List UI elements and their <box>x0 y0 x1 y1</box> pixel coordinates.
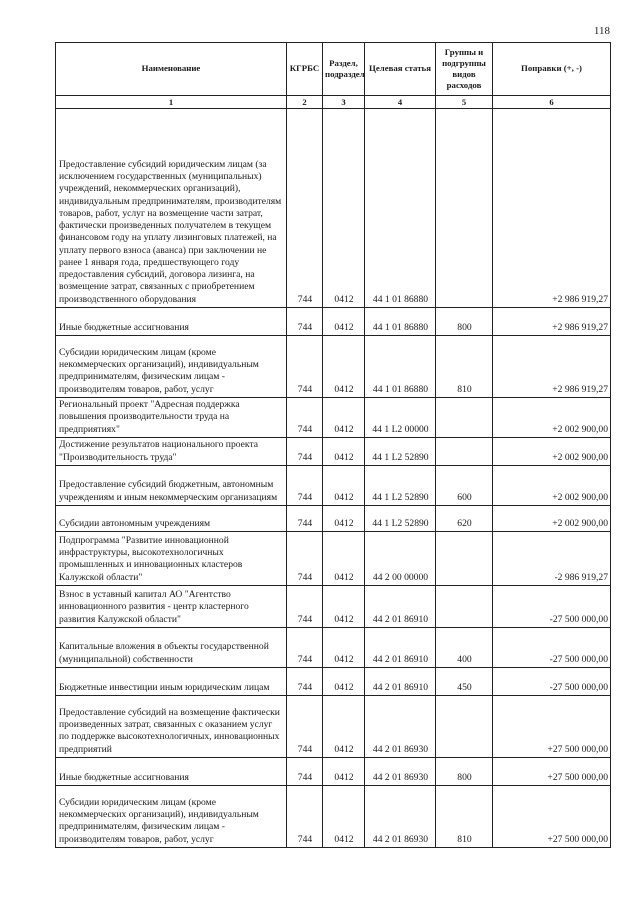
header-target: Целевая статья <box>365 43 436 96</box>
row-amount: -27 500 000,00 <box>493 628 611 668</box>
row-name: Предоставление субсидий на возмещение фактически произведенных затрат, связанных с оказанием услуг по поддержке высокотехнологичных, инновационных предприятий <box>56 696 287 758</box>
row-kgrbs: 744 <box>287 532 323 586</box>
row-name: Достижение результатов национального проекта "Производительность труда" <box>56 438 287 466</box>
row-kgrbs: 744 <box>287 696 323 758</box>
row-group: 810 <box>436 786 493 848</box>
column-number: 5 <box>436 96 493 109</box>
row-amount: -27 500 000,00 <box>493 586 611 628</box>
table-row <box>56 758 611 786</box>
row-amount: +2 986 919,27 <box>493 308 611 336</box>
header-section: Раздел, подраздел <box>323 43 365 96</box>
column-number: 3 <box>323 96 365 109</box>
row-kgrbs: 744 <box>287 109 323 308</box>
row-target: 44 2 01 86910 <box>365 586 436 628</box>
row-target: 44 1 01 86880 <box>365 336 436 398</box>
row-group: 800 <box>436 308 493 336</box>
row-amount: +2 002 900,00 <box>493 438 611 466</box>
row-name: Предоставление субсидий бюджетным, автономным учреждениям и иным некоммерческим организациям <box>56 466 287 506</box>
row-section: 0412 <box>323 398 365 438</box>
column-number: 4 <box>365 96 436 109</box>
row-name: Бюджетные инвестиции иным юридическим лицам <box>56 668 287 696</box>
row-kgrbs: 744 <box>287 758 323 786</box>
row-target: 44 2 01 86930 <box>365 786 436 848</box>
column-numbers-row <box>56 96 611 109</box>
row-kgrbs: 744 <box>287 336 323 398</box>
row-section: 0412 <box>323 109 365 308</box>
header-name: Наименование <box>56 43 287 96</box>
row-section: 0412 <box>323 586 365 628</box>
row-kgrbs: 744 <box>287 308 323 336</box>
row-amount: -2 986 919,27 <box>493 532 611 586</box>
page-number: 118 <box>593 25 610 37</box>
row-target: 44 2 01 86910 <box>365 668 436 696</box>
row-group <box>436 438 493 466</box>
table-row <box>56 506 611 532</box>
row-group <box>436 696 493 758</box>
table-row <box>56 696 611 758</box>
table-row <box>56 466 611 506</box>
table-row <box>56 398 611 438</box>
row-amount: +2 986 919,27 <box>493 109 611 308</box>
row-kgrbs: 744 <box>287 586 323 628</box>
row-name: Иные бюджетные ассигнования <box>56 308 287 336</box>
row-amount: +2 986 919,27 <box>493 336 611 398</box>
row-target: 44 1 01 86880 <box>365 308 436 336</box>
row-section: 0412 <box>323 628 365 668</box>
row-target: 44 1 L2 00000 <box>365 398 436 438</box>
row-section: 0412 <box>323 696 365 758</box>
row-group: 800 <box>436 758 493 786</box>
row-section: 0412 <box>323 308 365 336</box>
column-number: 6 <box>493 96 611 109</box>
row-section: 0412 <box>323 336 365 398</box>
table-row <box>56 109 611 308</box>
row-target: 44 2 01 86910 <box>365 628 436 668</box>
row-kgrbs: 744 <box>287 506 323 532</box>
table-row <box>56 308 611 336</box>
column-number: 2 <box>287 96 323 109</box>
row-group: 810 <box>436 336 493 398</box>
row-section: 0412 <box>323 438 365 466</box>
header-kgrbs: КГРБС <box>287 43 323 96</box>
table-row <box>56 628 611 668</box>
row-target: 44 1 01 86880 <box>365 109 436 308</box>
row-group: 400 <box>436 628 493 668</box>
table-row <box>56 786 611 848</box>
row-name: Субсидии юридическим лицам (кроме некоммерческих организаций), индивидуальным предпринимателям, физическим лицам - производителям товаров, работ, услуг <box>56 336 287 398</box>
row-name: Предоставление субсидий юридическим лицам (за исключением государственных (муниципальных) учреждений, некоммерческих организаций), индивидуальным предпринимателям, производителям товаров, работ, услуг на возмещение части затрат, фактически произведенных получателем в текущем финансовом году на уплату лизинговых платежей, на уплату первого взноса (аванса) при заключении не ранее 1 января года, предшествующего году предоставления субсидий, договора лизинга, на возмещение затрат, связанных с приобретением производственного оборудования <box>56 109 287 308</box>
row-kgrbs: 744 <box>287 398 323 438</box>
row-group: 620 <box>436 506 493 532</box>
row-section: 0412 <box>323 466 365 506</box>
table-row <box>56 336 611 398</box>
row-section: 0412 <box>323 668 365 696</box>
row-section: 0412 <box>323 532 365 586</box>
row-kgrbs: 744 <box>287 438 323 466</box>
row-target: 44 1 L2 52890 <box>365 438 436 466</box>
row-group <box>436 586 493 628</box>
row-name: Субсидии юридическим лицам (кроме некоммерческих организаций), индивидуальным предпринимателям, физическим лицам - производителям товаров, работ, услуг <box>56 786 287 848</box>
row-name: Региональный проект "Адресная поддержка повышения производительности труда на предприятиях" <box>56 398 287 438</box>
row-kgrbs: 744 <box>287 628 323 668</box>
row-target: 44 1 L2 52890 <box>365 466 436 506</box>
row-name: Подпрограмма "Развитие инновационной инфраструктуры, высокотехнологичных промышленных и инновационных кластеров Калужской области" <box>56 532 287 586</box>
table-row <box>56 438 611 466</box>
row-group <box>436 109 493 308</box>
row-amount: +27 500 000,00 <box>493 758 611 786</box>
row-group: 600 <box>436 466 493 506</box>
row-target: 44 2 00 00000 <box>365 532 436 586</box>
row-group <box>436 532 493 586</box>
row-name: Капитальные вложения в объекты государственной (муниципальной) собственности <box>56 628 287 668</box>
row-amount: +2 002 900,00 <box>493 506 611 532</box>
row-amount: +27 500 000,00 <box>493 786 611 848</box>
row-target: 44 1 L2 52890 <box>365 506 436 532</box>
row-name: Иные бюджетные ассигнования <box>56 758 287 786</box>
table-header <box>56 43 611 109</box>
row-name: Взнос в уставный капитал АО "Агентство инновационного развития - центр кластерного развития Калужской области" <box>56 586 287 628</box>
row-group <box>436 398 493 438</box>
row-name: Субсидии автономным учреждениям <box>56 506 287 532</box>
column-number: 1 <box>56 96 287 109</box>
row-kgrbs: 744 <box>287 668 323 696</box>
row-group: 450 <box>436 668 493 696</box>
row-target: 44 2 01 86930 <box>365 758 436 786</box>
row-kgrbs: 744 <box>287 466 323 506</box>
header-groups: Группы и подгруппы видов расходов <box>436 43 493 96</box>
header-amendments: Поправки (+, -) <box>493 43 611 96</box>
row-amount: -27 500 000,00 <box>493 668 611 696</box>
row-amount: +2 002 900,00 <box>493 398 611 438</box>
table-row <box>56 668 611 696</box>
budget-amendments-table <box>55 42 611 848</box>
row-kgrbs: 744 <box>287 786 323 848</box>
table-row <box>56 532 611 586</box>
table-row <box>56 586 611 628</box>
row-section: 0412 <box>323 758 365 786</box>
row-amount: +2 002 900,00 <box>493 466 611 506</box>
row-amount: +27 500 000,00 <box>493 696 611 758</box>
row-section: 0412 <box>323 506 365 532</box>
row-section: 0412 <box>323 786 365 848</box>
row-target: 44 2 01 86930 <box>365 696 436 758</box>
